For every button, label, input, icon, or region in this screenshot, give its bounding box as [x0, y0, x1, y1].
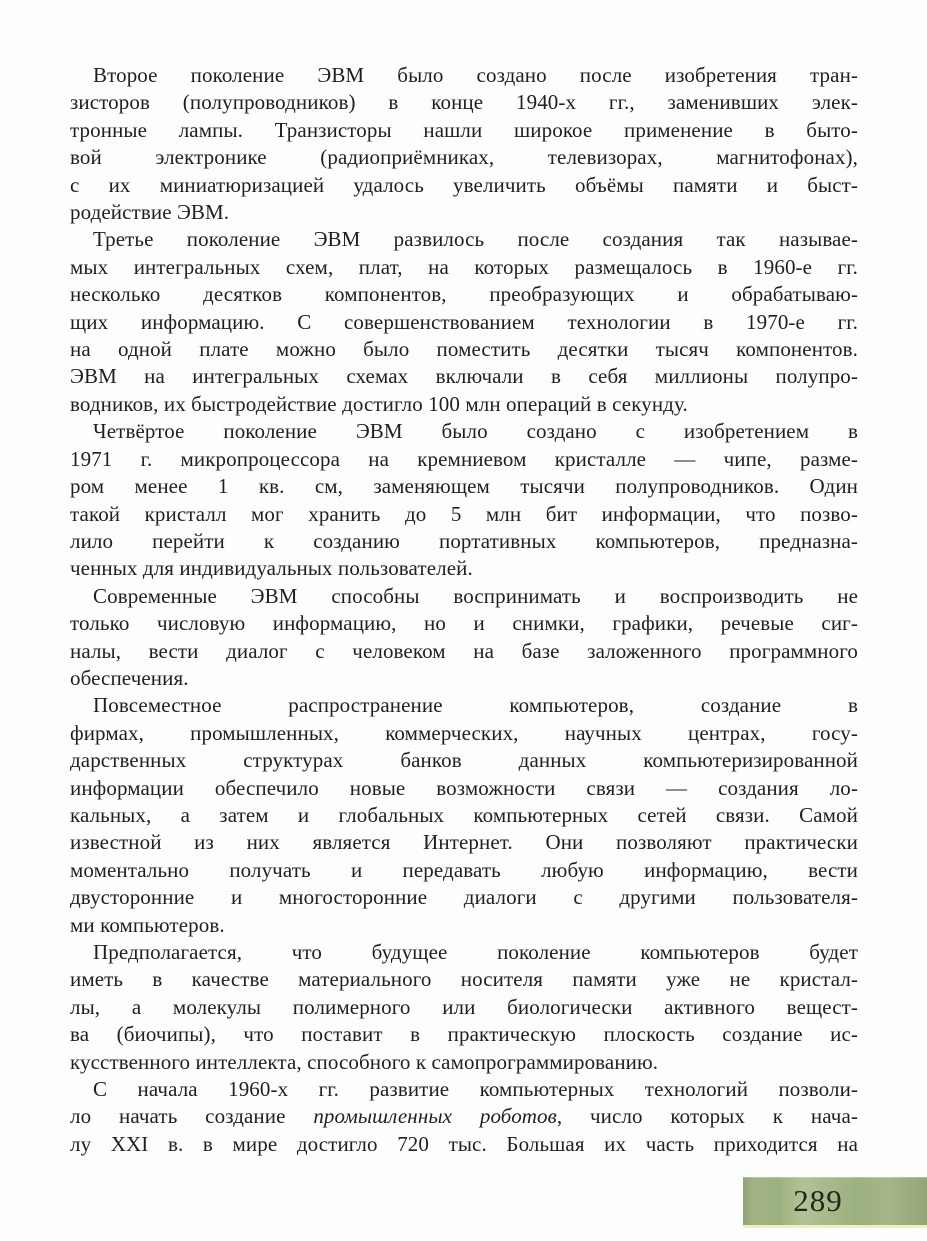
text-line: вой электронике (радиоприёмниках, телевизорах, магнитофонах), [70, 145, 858, 170]
text-line: ва (биочипы), что поставит в практическую плоскость создание ис- [70, 1022, 858, 1047]
text-line: Повсеместное распространение компьютеров, создание в [93, 693, 858, 718]
text-line: такой кристалл мог хранить до 5 млн бит информации, что позво- [70, 501, 858, 526]
paragraph [70, 1076, 858, 1158]
text-line: двусторонние и многосторонние диалоги с другими пользователя- [70, 885, 858, 910]
text-line: щих информацию. С совершенствованием технологии в 1970-е гг. [70, 309, 858, 334]
text-line: С начала 1960-х гг. развитие компьютерных технологий позволи- [93, 1077, 858, 1102]
text-line: лило перейти к созданию портативных компьютеров, предназна- [70, 528, 858, 553]
paragraph [70, 939, 858, 1076]
text-line: Четвёртое поколение ЭВМ было создано с изобретением в [93, 419, 858, 444]
text-line: обеспечения. [70, 665, 189, 690]
text-line: 1971 г. микропроцессора на кремниевом кристалле — чипе, разме- [70, 446, 858, 471]
text-line: налы, вести диалог с человеком на базе заложенного программного [70, 638, 858, 663]
text-line: ром менее 1 кв. см, заменяющем тысячи полупроводников. Один [70, 474, 858, 499]
text-line: только числовую информацию, но и снимки, графики, речевые сиг- [70, 611, 858, 636]
paragraph [70, 62, 858, 226]
text-line: информации обеспечило новые возможности связи — создания ло- [70, 775, 858, 800]
text-line: ми компьютеров. [70, 912, 225, 937]
paragraph [70, 226, 858, 418]
text-line: ченных для индивидуальных пользователей. [70, 556, 473, 581]
text-line: тронные лампы. Транзисторы нашли широкое применение в быто- [70, 117, 858, 142]
text-line: дарственных структурах банков данных компьютеризированной [70, 748, 858, 773]
text-line: родействие ЭВМ. [70, 200, 230, 225]
paragraph [70, 418, 858, 582]
page-number-badge [743, 1177, 927, 1228]
text-line: водников, их быстродействие достигло 100 млн операций в секунду. [70, 391, 688, 416]
text-line: Современные ЭВМ способны воспринимать и воспроизводить не [93, 583, 858, 608]
text-line: Третье поколение ЭВМ развилось после создания так называе- [93, 227, 858, 252]
paragraph [70, 583, 858, 693]
paragraph [70, 692, 858, 939]
text-line: кальных, а затем и глобальных компьютерных сетей связи. Самой [70, 802, 858, 827]
text-line [70, 1103, 858, 1130]
text-line: иметь в качестве материального носителя памяти уже не кристал- [70, 967, 858, 992]
page-text [70, 62, 858, 1158]
italic-term: промышленных роботов [313, 1104, 557, 1129]
text-line: известной из них является Интернет. Они позволяют практически [70, 830, 858, 855]
text-line: с их миниатюризацией удалось увеличить объёмы памяти и быст- [70, 172, 858, 197]
text-segment: , число которых к нача- [556, 1104, 858, 1129]
text-line: зисторов (полупроводников) в конце 1940-х гг., заменивших элек- [70, 90, 858, 115]
text-line: Второе поколение ЭВМ было создано после изобретения тран- [93, 63, 858, 87]
text-line: несколько десятков компонентов, преобразующих и обрабатываю- [70, 282, 858, 307]
text-segment: ло начать создание [70, 1104, 314, 1129]
text-line: мых интегральных схем, плат, на которых размещалось в 1960-е гг. [70, 254, 858, 279]
text-line: на одной плате можно было поместить десятки тысяч компонентов. [70, 337, 858, 362]
text-line: лы, а молекулы полимерного или биологически активного вещест- [70, 994, 858, 1019]
text-line: моментально получать и передавать любую информацию, вести [70, 857, 858, 882]
text-line: Предполагается, что будущее поколение компьютеров будет [93, 940, 858, 964]
text-line: ЭВМ на интегральных схемах включали в себя миллионы полупро- [70, 364, 858, 389]
page-number: 289 [793, 1183, 843, 1218]
text-line: кусственного интеллекта, способного к самопрограммированию. [70, 1049, 659, 1074]
text-line: лу XXI в. в мире достигло 720 тыс. Большая их часть приходится на [70, 1131, 858, 1156]
text-line: фирмах, промышленных, коммерческих, научных центрах, госу- [70, 720, 858, 745]
